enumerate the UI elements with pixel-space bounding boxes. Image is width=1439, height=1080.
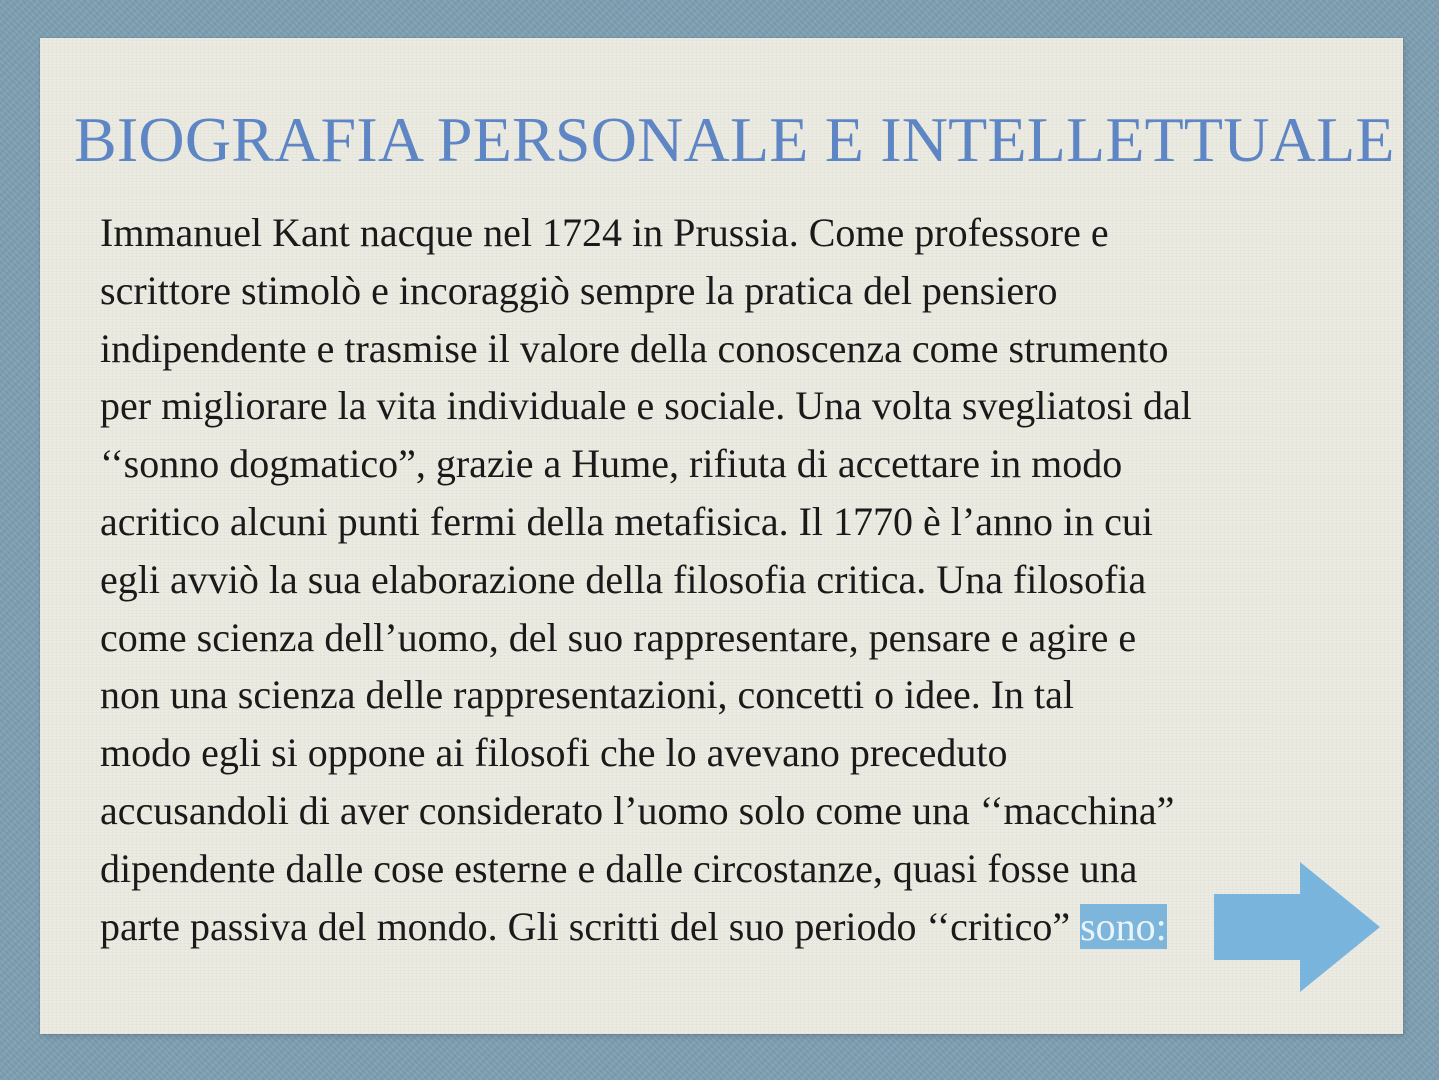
body-line-text: parte passiva del mondo. Gli scritti del suo periodo ‘‘critico”: [100, 903, 1081, 949]
body-line: acritico alcuni punti fermi della metafisica. Il 1770 è l’anno in cui: [100, 498, 1153, 544]
body-line: accusandoli di aver considerato l’uomo solo come una ‘‘macchina”: [100, 787, 1175, 833]
body-line: come scienza dell’uomo, del suo rappresentare, pensare e agire e: [100, 614, 1137, 660]
arrow-right-icon: [1214, 862, 1380, 992]
body-line: Immanuel Kant nacque nel 1724 in Prussia. Come professore e: [100, 210, 1109, 255]
body-line: egli avviò la sua elaborazione della filosofia critica. Una filosofia: [100, 556, 1147, 602]
body-line-last: [100, 898, 1340, 956]
body-line: modo egli si oppone ai filosofi che lo avevano preceduto: [100, 730, 1008, 776]
body-line: dipendente dalle cose esterne e dalle circostanze, quasi fosse una: [100, 845, 1138, 891]
next-slide-button[interactable]: [1214, 862, 1380, 992]
body-line: per migliorare la vita individuale e sociale. Una volta svegliatosi dal: [100, 383, 1192, 429]
body-line: indipendente e trasmise il valore della conoscenza come strumento: [100, 325, 1169, 371]
slide-body-text: [100, 204, 1340, 955]
highlighted-word: sono:: [1080, 903, 1167, 949]
slide-title: BIOGRAFIA PERSONALE E INTELLETTUALE: [74, 104, 1395, 175]
body-line: non una scienza delle rappresentazioni, concetti o idee. In tal: [100, 672, 1075, 718]
body-line: ‘‘sonno dogmatico”, grazie a Hume, rifiuta di accettare in modo: [100, 441, 1123, 487]
body-line: scrittore stimolò e incoraggiò sempre la pratica del pensiero: [100, 267, 1058, 313]
